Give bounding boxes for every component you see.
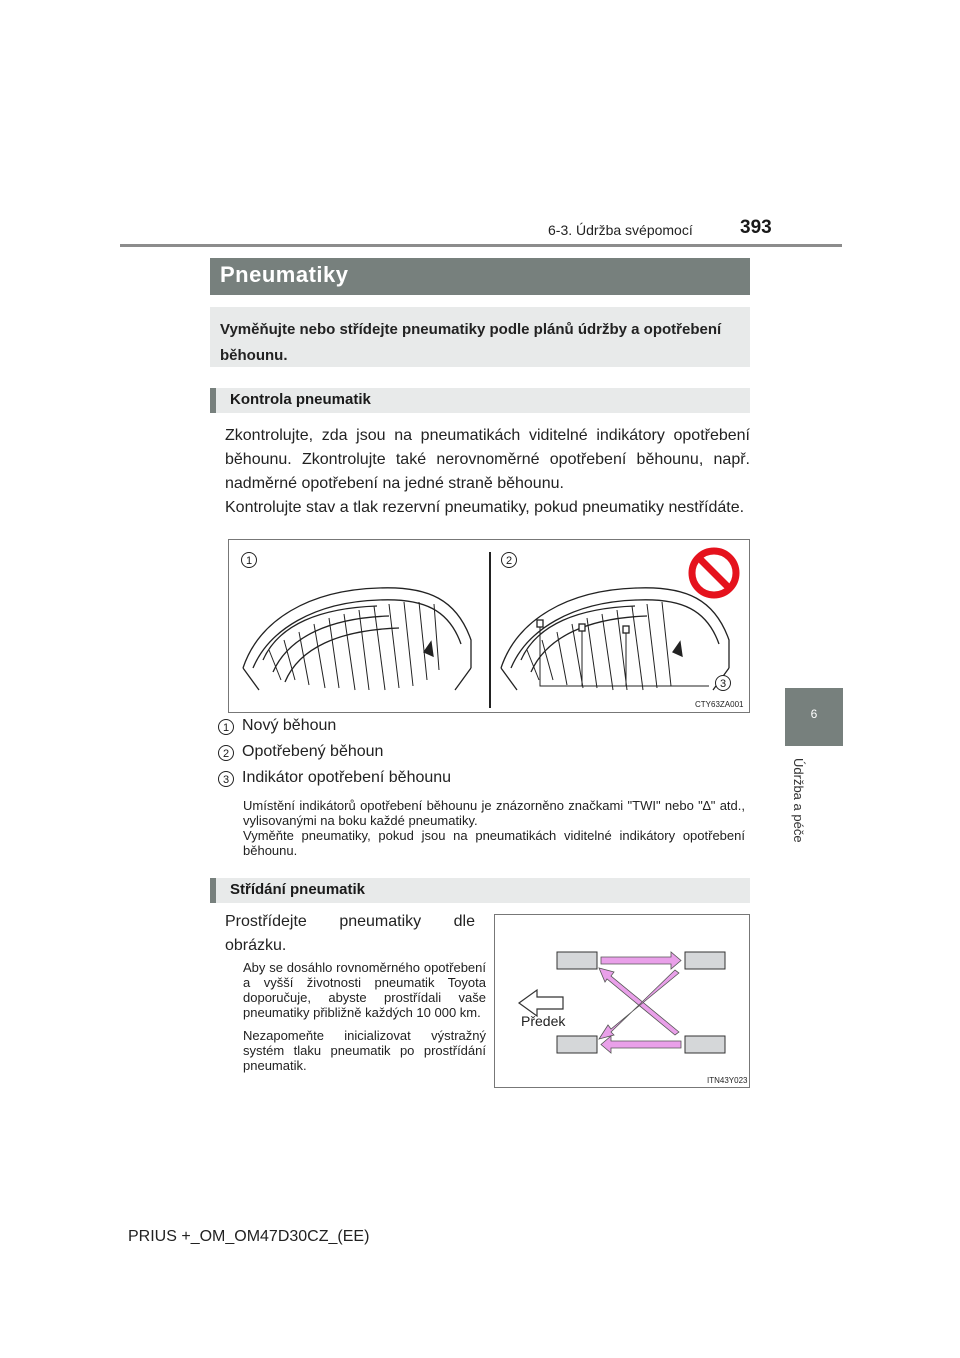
- rotation-paragraph: Prostřídejte pneumatiky dle obrázku.: [225, 913, 475, 954]
- legend-num: 1: [218, 719, 234, 735]
- tread-illustration: [229, 540, 749, 712]
- legend-label: Opotřebený běhoun: [242, 743, 384, 760]
- figure-code: CTY63ZA001: [695, 700, 744, 709]
- chapter-number: 6: [810, 707, 818, 721]
- section-heading-rotation: Střídání pneumatik: [210, 878, 750, 903]
- legend-label: Nový běhoun: [242, 717, 337, 734]
- section-heading-inspection: Kontrola pneumatik: [210, 388, 750, 413]
- legend-label: Indikátor opotřebení běhounu: [242, 769, 452, 786]
- rotation-figure-code: ITN43Y023: [707, 1076, 748, 1085]
- cross-arrows: [599, 968, 679, 1039]
- inspection-notes: [243, 798, 745, 858]
- rotation-diagram: [495, 915, 749, 1087]
- legend-num: 2: [218, 745, 234, 761]
- note-twi: Umístění indikátorů opotřebení běhounu je znázorněno značkami "TWI" nebo "∆" atd., vylisovanými na boku každé pneumatiky.: [243, 798, 745, 828]
- note-replace: Vyměňte pneumatiky, pokud jsou na pneumatikách viditelné indikátory opotřebení běhounu.: [243, 828, 745, 858]
- inspection-paragraph-2: Kontrolujte stav a tlak rezervní pneumatiky, pokud pneumatiky nestřídáte.: [225, 499, 745, 516]
- rotation-figure: [494, 914, 750, 1088]
- tire-rear-left: [557, 1036, 597, 1053]
- new-tread-tire: [243, 588, 471, 690]
- callout-1: 1: [241, 552, 257, 568]
- tread-figure: [228, 539, 750, 713]
- page-title: Pneumatiky: [210, 258, 750, 295]
- chapter-title: Údržba a péče: [791, 758, 806, 843]
- callout-3: 3: [715, 675, 731, 691]
- intro-box: Vyměňujte nebo střídejte pneumatiky podle plánů údržby a opotřebení běhounu.: [210, 307, 750, 367]
- legend-item: [218, 716, 748, 742]
- document-footer: PRIUS +_OM_OM47D30CZ_(EE): [128, 1228, 370, 1245]
- worn-tread-tire: [501, 588, 729, 690]
- front-label: Předek: [521, 1013, 566, 1029]
- prohibition-icon: [692, 551, 736, 595]
- note-interval: Aby se dosáhlo rovnoměrného opotřebení a vyšší životnosti pneumatik Toyota doporučuje, abyste prostřídali vaše pneumatiky přibližně každých 10 000 km.: [243, 960, 486, 1020]
- header-rule: [120, 244, 842, 247]
- legend: [218, 716, 748, 794]
- legend-num: 3: [218, 771, 234, 787]
- inspection-text: [225, 424, 750, 520]
- arrow-rr-rl: [601, 1036, 681, 1053]
- note-tpms: Nezapomeňte inicializovat výstražný systém tlaku pneumatik po prostřídání pneumatik.: [243, 1028, 486, 1073]
- legend-item: [218, 768, 748, 794]
- page-number: 393: [740, 217, 772, 238]
- section-header: 6-3. Údržba svépomocí: [548, 222, 693, 238]
- inspection-paragraph-1: Zkontrolujte, zda jsou na pneumatikách viditelné indikátory opotřebení běhounu. Zkontrolujte také nerovnoměrné opotřebení běhounu, např. nadměrné opotřebení na jedné straně běhounu.: [225, 427, 750, 492]
- arrow-fl-fr: [601, 952, 681, 969]
- tire-front-right: [685, 952, 725, 969]
- callout-2: 2: [501, 552, 517, 568]
- tire-front-left: [557, 952, 597, 969]
- tire-rear-right: [685, 1036, 725, 1053]
- rotation-notes: [243, 960, 486, 1073]
- legend-item: [218, 742, 748, 768]
